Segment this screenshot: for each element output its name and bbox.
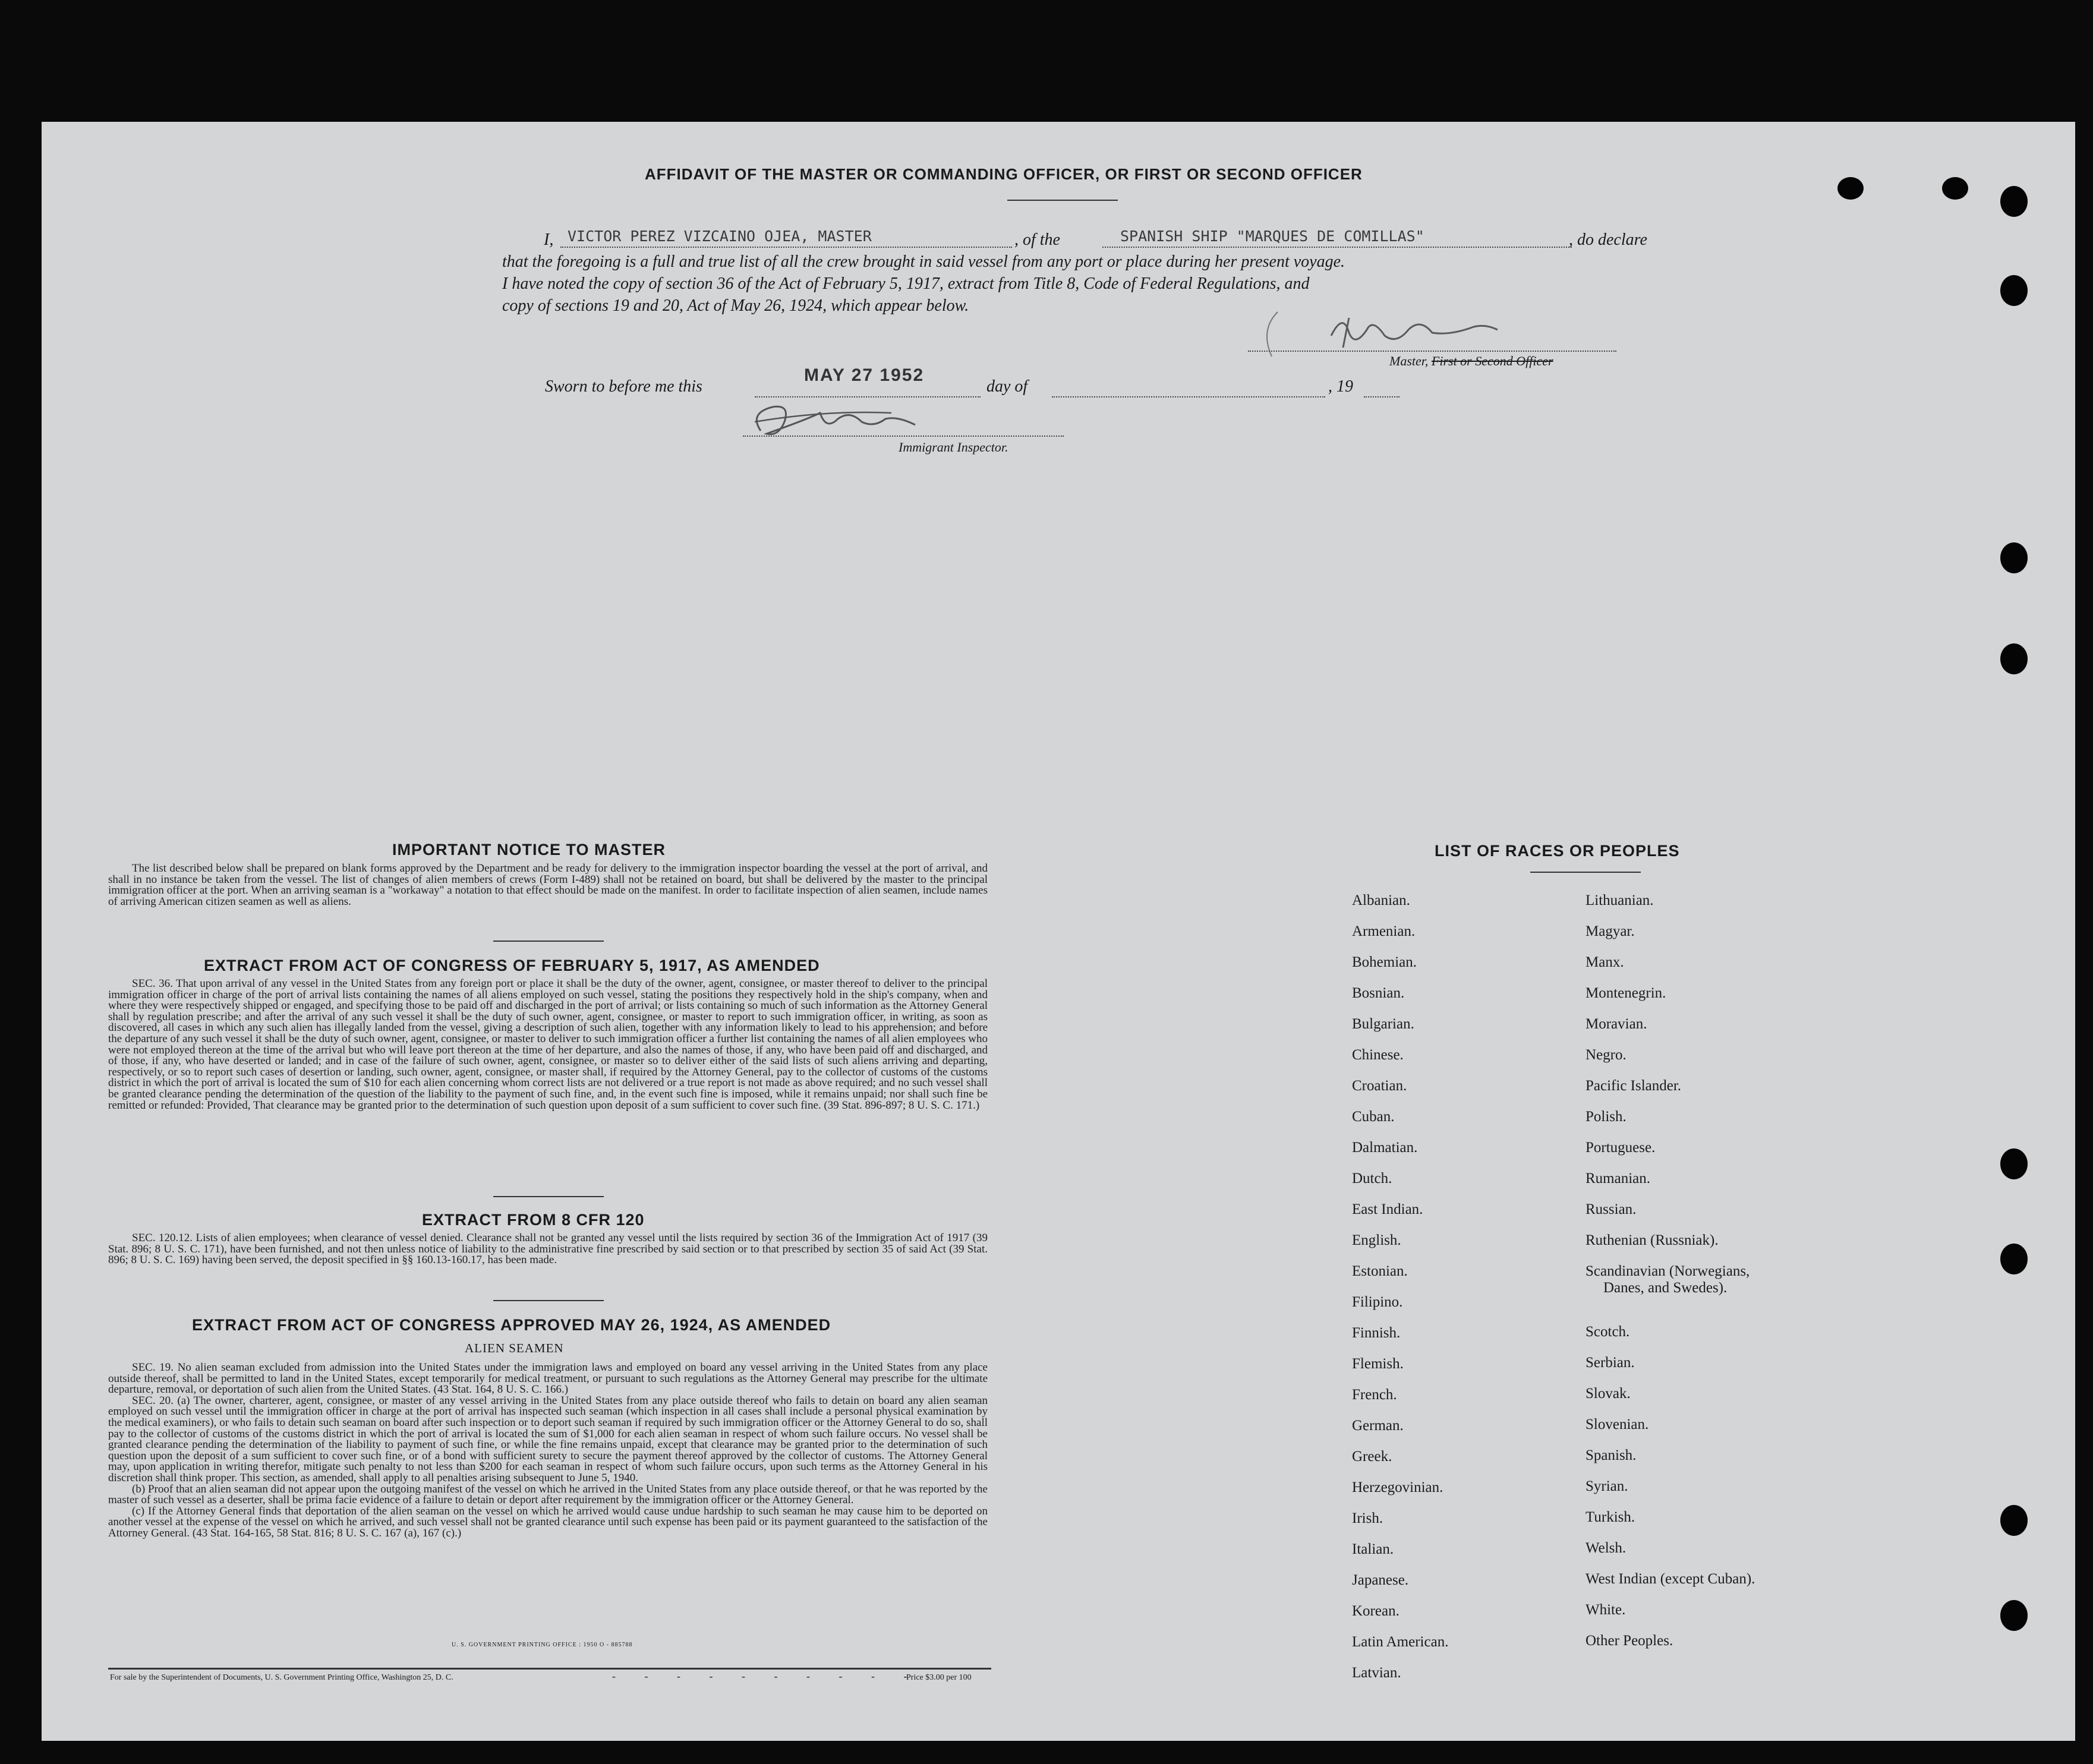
footer-rule bbox=[108, 1668, 991, 1670]
sec-120-paragraph: SEC. 120.12. Lists of alien employees; when clearance of vessel denied. Clearance shall not be granted any vessel until the lists required by section 36 of the Immigration Act of 1917 (39 Stat. 896; 8 U. S. C. 171), have been furnished, and not then unless notice of liability to the administrative fine prescribed by said section or to that prescribed by section 35 of said Act (39 Stat. 896; 8 U. S. C. 169) having been served, the deposit specified in §§ 160.13-160.17, has been made. bbox=[108, 1232, 988, 1267]
affidavit-line-4: copy of sections 19 and 20, Act of May 26, 1924, which appear below. bbox=[502, 296, 969, 315]
race-item: Greek. bbox=[1352, 1449, 1392, 1465]
race-item: Filipino. bbox=[1352, 1294, 1403, 1310]
race-item: Manx. bbox=[1585, 954, 1624, 970]
notice-title: IMPORTANT NOTICE TO MASTER bbox=[392, 841, 666, 859]
punch-hole bbox=[2000, 542, 2028, 573]
race-item: Dutch. bbox=[1352, 1170, 1392, 1186]
race-item: Slovenian. bbox=[1585, 1416, 1649, 1432]
declare-text: , do declare bbox=[1569, 231, 1647, 249]
document-sheet bbox=[42, 122, 2075, 1741]
sworn-line bbox=[545, 377, 702, 396]
race-item: English. bbox=[1352, 1232, 1401, 1248]
punch-hole bbox=[2000, 275, 2028, 306]
affidavit-title: AFFIDAVIT OF THE MASTER OR COMMANDING OFFICER, OR FIRST OR SECOND OFFICER bbox=[645, 165, 1363, 183]
punch-hole bbox=[2000, 1244, 2028, 1274]
race-item: Slovak. bbox=[1585, 1386, 1631, 1402]
race-item: Bohemian. bbox=[1352, 954, 1417, 970]
struck-officer-label: First or Second Officer bbox=[1431, 354, 1553, 368]
footer-dashes: - - - - - - - - - - bbox=[612, 1670, 921, 1682]
extract-1917-title: EXTRACT FROM ACT OF CONGRESS OF FEBRUARY 5, 1917, AS AMENDED bbox=[204, 957, 820, 974]
race-item: Lithuanian. bbox=[1585, 892, 1654, 908]
punch-hole bbox=[2000, 186, 2028, 217]
punch-hole bbox=[2000, 1148, 2028, 1179]
race-item: Welsh. bbox=[1585, 1540, 1627, 1556]
affidavit-line-3: I have noted the copy of section 36 of the Act of February 5, 1917, extract from Title 8, Code of Federal Regulations, and bbox=[502, 274, 1310, 293]
ship-name: SPANISH SHIP "MARQUES DE COMILLAS" bbox=[1120, 228, 1424, 245]
master-signature-line bbox=[1248, 351, 1616, 352]
race-item: Bulgarian. bbox=[1352, 1016, 1414, 1032]
master-title bbox=[1389, 354, 1553, 369]
sec-20b-paragraph: (b) Proof that an alien seaman did not appear upon the outgoing manifest of the vessel on which he arrived in the United States from any place outside thereof, or that he was reported by the master of such vessel as a deserter, shall be prima facie evidence of a failure to detain or deport after requirement by the immigration officer or the Attorney General. bbox=[108, 1482, 988, 1507]
race-item: Chinese. bbox=[1352, 1047, 1404, 1063]
race-item: Finnish. bbox=[1352, 1325, 1401, 1341]
section-divider bbox=[493, 1300, 604, 1301]
extract-cfr-title: EXTRACT FROM 8 CFR 120 bbox=[422, 1211, 645, 1229]
title-divider bbox=[1007, 200, 1118, 201]
year-prefix: , 19 bbox=[1328, 377, 1353, 396]
punch-hole bbox=[1942, 177, 1968, 200]
race-item: Magyar. bbox=[1585, 923, 1635, 939]
of-the-text: , of the bbox=[1014, 231, 1060, 249]
year-line bbox=[1364, 396, 1399, 397]
section-divider bbox=[493, 941, 604, 942]
extract-1917-body bbox=[108, 979, 988, 1111]
race-item: Serbian. bbox=[1585, 1355, 1635, 1371]
punch-hole bbox=[2000, 1505, 2028, 1536]
race-item: Rumanian. bbox=[1585, 1170, 1651, 1186]
race-item: Other Peoples. bbox=[1585, 1633, 1673, 1649]
race-item: Korean. bbox=[1352, 1603, 1399, 1619]
race-item: Dalmatian. bbox=[1352, 1140, 1418, 1156]
alien-seamen-subtitle: ALIEN SEAMEN bbox=[465, 1341, 564, 1355]
race-item: Scotch. bbox=[1585, 1324, 1630, 1340]
race-item: Herzegovinian. bbox=[1352, 1479, 1443, 1495]
race-item: Croatian. bbox=[1352, 1078, 1407, 1094]
punch-hole bbox=[2000, 1600, 2028, 1631]
race-item: German. bbox=[1352, 1418, 1404, 1434]
race-item: French. bbox=[1352, 1387, 1397, 1403]
sworn-prefix: Sworn to before me this bbox=[545, 377, 702, 396]
extract-1924-title: EXTRACT FROM ACT OF CONGRESS APPROVED MAY 26, 1924, AS AMENDED bbox=[192, 1316, 831, 1334]
race-item: Negro. bbox=[1585, 1047, 1627, 1063]
race-item: Moravian. bbox=[1585, 1016, 1647, 1032]
race-item: Montenegrin. bbox=[1585, 985, 1666, 1001]
race-item: Russian. bbox=[1585, 1201, 1637, 1217]
sec-20a-paragraph: SEC. 20. (a) The owner, charterer, agent, consignee, or master of any vessel arriving in the United States from any place outside thereof who fails to detain on board any alien seaman employed on such vessel until the immigration officer in charge at the port of arrival has inspected such seaman (which inspection in all cases shall include a personal physical examination by the medical examiners), or who fails to detain such seaman on board after such inspection or to deport such seaman if required by such immigration officer or the Attorney General to do so, shall pay to the collector of customs of the customs district in which the port of arrival is located the sum of $1,000 for each alien seaman in respect of whom such failure occurs. No vessel shall be granted clearance pending the determination of the liability to payment of such fine, or while the fine remains unpaid, except that clearance may be granted prior to the determination of such question upon the deposit of a sum sufficient to cover such fine, or of a bond with sufficient surety to secure the payment thereof approved by the collector of customs. The Attorney General may, upon application in writing therefor, mitigate such penalty to not less than $200 for each seaman in respect of whom such failure occurs, upon such terms as the Attorney General in his discretion shall think proper. This section, as amended, shall apply to all penalties arising subsequent to June 5, 1940. bbox=[108, 1394, 988, 1484]
punch-hole bbox=[2000, 643, 2028, 674]
race-item: Albanian. bbox=[1352, 892, 1410, 908]
master-name: VICTOR PEREZ VIZCAINO OJEA, MASTER bbox=[568, 228, 872, 245]
sec-36-paragraph: SEC. 36. That upon arrival of any vessel in the United States from any foreign port or place it shall be the duty of the owner, agent, consignee, or master thereof to deliver to the principal immigration officer in charge of the port of arrival lists containing the names of all aliens employed on such vessel, stating the positions they respectively hold in the ship's company, when and where they were respectively shipped or engaged, and specifying those to be paid off and discharged in the port of arrival; or lists containing so much of such information as the Attorney General shall by regulation prescribe; and after the arrival of any such vessel it shall be the duty of such owner, agent, consignee, or master to report to such immigration officer, in writing, as soon as discovered, all cases in which any such alien has illegally landed from the vessel, giving a description of such alien, together with any information likely to lead to his apprehension; and before the departure of any such vessel it shall be the duty of such owner, agent, consignee, or master to deliver to such immigration officer a further list containing the names of all alien employees who were not employed thereon at the time of the arrival but who will leave port thereon at the time of her departure, and also the names of those, if any, who have been paid off and discharged, and of those, if any, who have deserted or landed; and in case of the failure of such owner, agent, consignee, or master so to deliver either of the said lists of such aliens arriving and departing, respectively, or so to report such cases of desertion or landing, such owner, agent, consignee, or master shall, if required by the Attorney General, pay to the collector of customs of the customs district in which the port of arrival is located the sum of $10 for each alien concerning whom correct lists are not delivered or a true report is not made as above required; and no such vessel shall be granted clearance pending the determination of the question of the liability to the payment of such fine, and, in the event such fine is imposed, while it remains unpaid; nor shall such fine be remitted or refunded: Provided, That clearance may be granted prior to the determination of such question upon deposit of a sum sufficient to cover such fine. (39 Stat. 896-897; 8 U. S. C. 171.) bbox=[108, 977, 988, 1112]
race-item: Armenian. bbox=[1352, 923, 1416, 939]
notice-body bbox=[108, 863, 988, 907]
race-item: Italian. bbox=[1352, 1541, 1394, 1557]
notice-paragraph: The list described below shall be prepared on blank forms approved by the Department and be ready for delivery to the immigration inspector boarding the vessel at the port of arrival, and shall in no instance be taken from the vessel. The list of changes of alien members of crews (Form I-489) shall not be retained on board, but shall be delivered by the master to the principal immigration officer at the port. When an arriving seaman is a "workaway" a notation to that effect should be made on the manifest. In order to facilitate inspection of alien seamen, include names of arriving American citizen seamen as well as aliens. bbox=[108, 862, 988, 908]
inspector-label: Immigrant Inspector. bbox=[899, 440, 1008, 455]
footer-sale-text: For sale by the Superintendent of Documents, U. S. Government Printing Office, Washington 25, D. C. bbox=[110, 1673, 453, 1682]
sworn-month-line bbox=[1052, 396, 1325, 397]
master-label: Master, bbox=[1389, 354, 1429, 368]
footer-price: Price $3.00 per 100 bbox=[906, 1673, 972, 1682]
race-item: Pacific Islander. bbox=[1585, 1078, 1682, 1094]
races-title: LIST OF RACES OR PEOPLES bbox=[1435, 842, 1680, 860]
race-item: Danes, and Swedes). bbox=[1603, 1280, 1728, 1296]
race-item: Cuban. bbox=[1352, 1109, 1395, 1125]
printing-office-imprint: U. S. GOVERNMENT PRINTING OFFICE : 1950 O - 885788 bbox=[452, 1642, 633, 1648]
race-item: Bosnian. bbox=[1352, 985, 1405, 1001]
inspector-signature-line bbox=[743, 436, 1064, 437]
section-divider bbox=[493, 1196, 604, 1197]
day-of-text: day of bbox=[986, 377, 1028, 396]
race-item: Portuguese. bbox=[1585, 1140, 1656, 1156]
sec-20c-paragraph: (c) If the Attorney General finds that deportation of the alien seaman on the vessel on which he arrived would cause undue hardship to such seaman he may cause him to be deported on another vessel at the expense of the vessel on which he arrived, and such vessel shall not be granted clearance until such expense has been paid or its payment guaranteed to the satisfaction of the Attorney General. (43 Stat. 164-165, 58 Stat. 816; 8 U. S. C. 167 (a), 167 (c).) bbox=[108, 1504, 988, 1539]
sec-19-paragraph: SEC. 19. No alien seaman excluded from admission into the United States under the immigration laws and employed on board any vessel arriving in the United States from any place outside thereof, shall be permitted to land in the United States, except temporarily for medical treatment, or pursuant to such regulations as the Attorney General may prescribe for the ultimate departure, removal, or deportation of such alien from the United States. (43 Stat. 164, 8 U. S. C. 166.) bbox=[108, 1361, 988, 1396]
race-item: Polish. bbox=[1585, 1109, 1627, 1125]
race-item: Spanish. bbox=[1585, 1447, 1637, 1463]
punch-hole bbox=[1837, 177, 1864, 200]
affidavit-i: I, bbox=[544, 231, 554, 249]
race-item: Turkish. bbox=[1585, 1509, 1635, 1525]
extract-1924-body bbox=[108, 1362, 988, 1539]
race-item: Flemish. bbox=[1352, 1356, 1404, 1372]
race-item: West Indian (except Cuban). bbox=[1585, 1571, 1755, 1587]
race-item: White. bbox=[1585, 1602, 1626, 1618]
race-item: Ruthenian (Russniak). bbox=[1585, 1232, 1719, 1248]
race-item: Latvian. bbox=[1352, 1665, 1401, 1681]
race-item: Scandinavian (Norwegians, bbox=[1585, 1263, 1750, 1279]
race-item: Japanese. bbox=[1352, 1572, 1409, 1588]
races-title-divider bbox=[1530, 872, 1641, 873]
sworn-date-stamp: MAY 27 1952 bbox=[804, 365, 925, 385]
race-item: Irish. bbox=[1352, 1510, 1383, 1526]
race-item: Syrian. bbox=[1585, 1478, 1628, 1494]
race-item: Latin American. bbox=[1352, 1634, 1449, 1650]
race-item: Estonian. bbox=[1352, 1263, 1408, 1279]
race-item: East Indian. bbox=[1352, 1201, 1423, 1217]
extract-cfr-body bbox=[108, 1233, 988, 1266]
affidavit-line-2: that the foregoing is a full and true list of all the crew brought in said vessel from any port or place during her present voyage. bbox=[502, 253, 1345, 271]
